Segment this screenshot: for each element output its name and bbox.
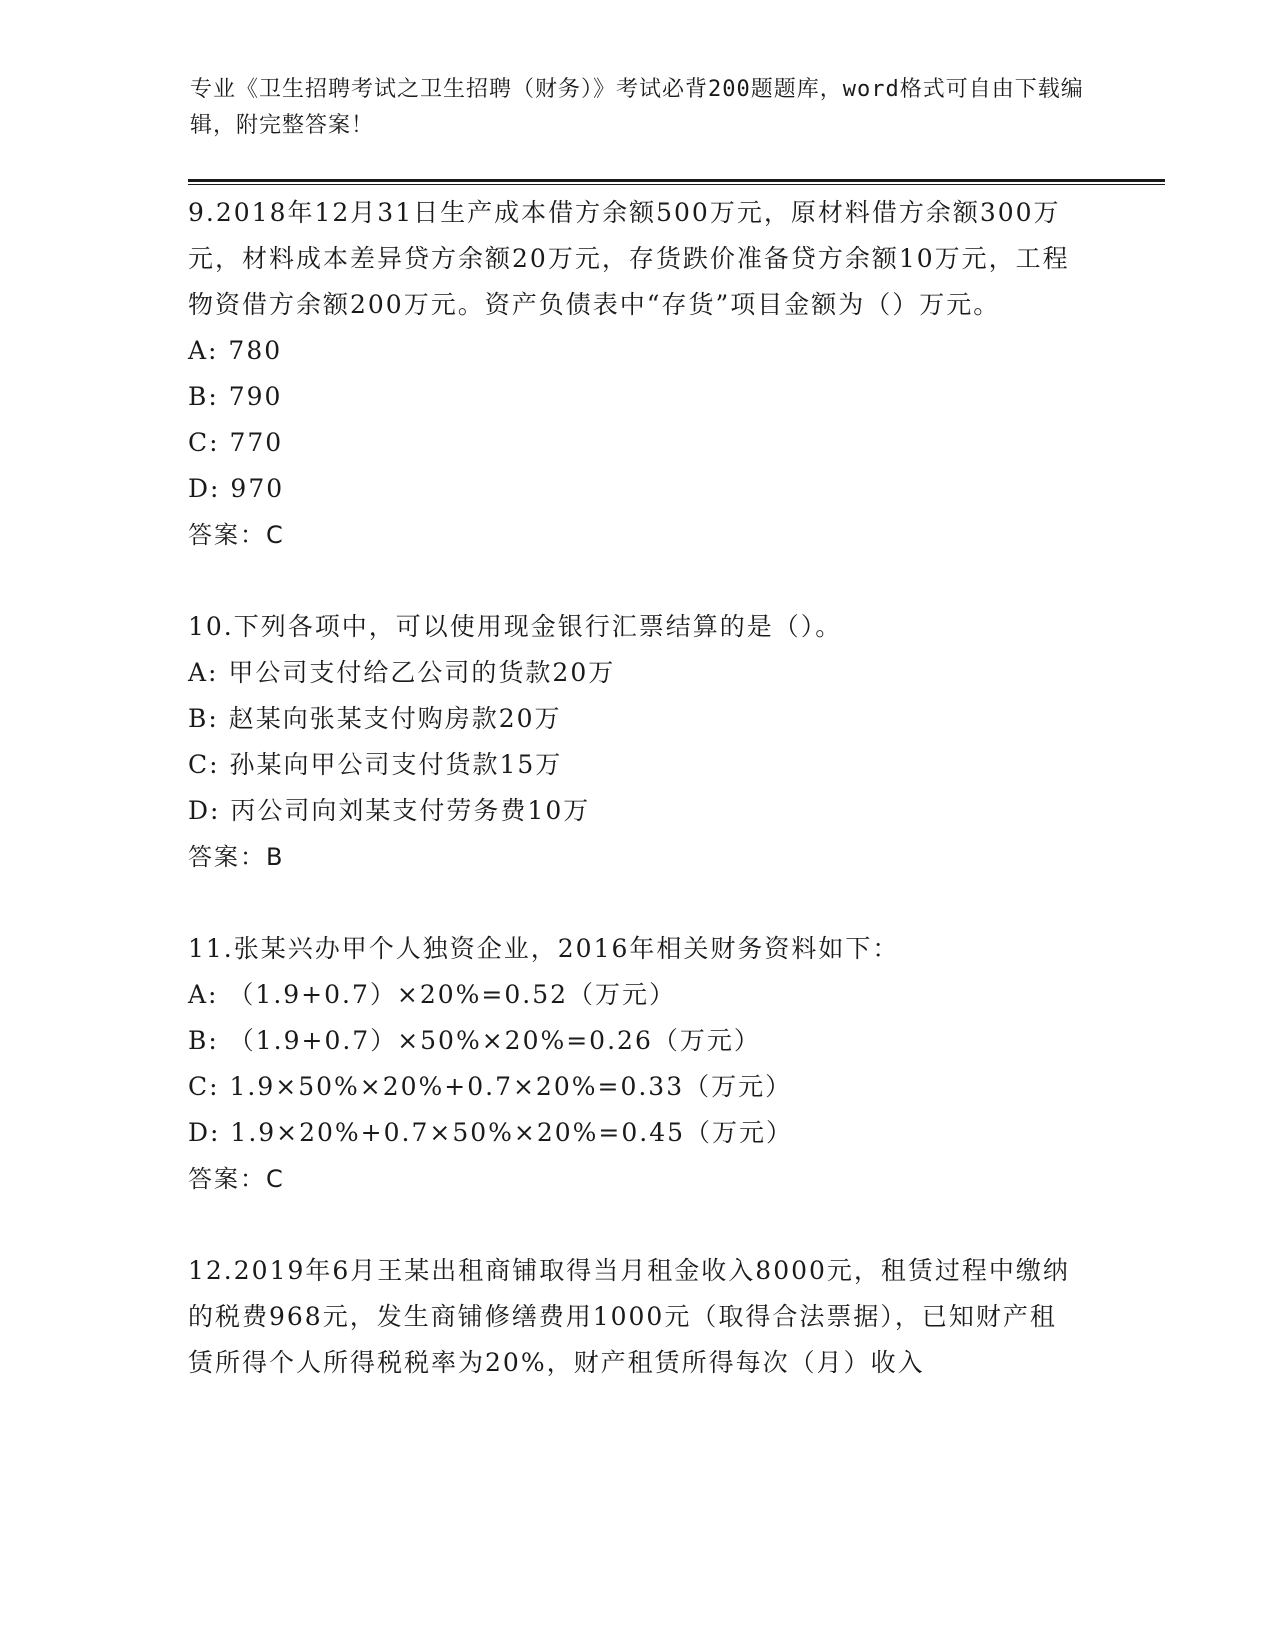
- option-b: B: 790: [188, 382, 283, 411]
- page-header: 专业《卫生招聘考试之卫生招聘（财务）》考试必背200题题库，word格式可自由下载编辑，附完整答案！: [190, 77, 1084, 138]
- answer: 答案：C: [188, 521, 285, 549]
- option-c: C: 1.9×50%×20%+0.7×20%=0.33（万元）: [188, 1072, 793, 1101]
- answer: 答案：B: [188, 843, 285, 871]
- option-c: C: 孙某向甲公司支付货款15万: [188, 750, 563, 779]
- question-stem: 10.下列各项中，可以使用现金银行汇票结算的是（）。: [188, 612, 843, 641]
- header-rule-thick: [188, 179, 1165, 182]
- question-stem: 11.张某兴办甲个人独资企业，2016年相关财务资料如下：: [188, 934, 900, 963]
- option-d: D: 1.9×20%+0.7×50%×20%=0.45（万元）: [188, 1118, 794, 1147]
- question-9: [188, 190, 1088, 558]
- option-a: A: （1.9+0.7）×20%=0.52（万元）: [188, 980, 677, 1009]
- question-stem: 9.2018年12月31日生产成本借方余额500万元，原材料借方余额300万元，材料成本差异贷方余额20万元，存货跌价准备贷方余额10万元，工程物资借方余额200万元。资产负债表中“存货”项目金额为（）万元。: [188, 198, 1070, 319]
- option-a: A: 780: [188, 336, 283, 365]
- option-d: D: 970: [188, 474, 285, 503]
- option-b: B: （1.9+0.7）×50%×20%=0.26（万元）: [188, 1026, 761, 1055]
- option-a: A: 甲公司支付给乙公司的货款20万: [188, 658, 616, 687]
- question-stem: 12.2019年6月王某出租商铺取得当月租金收入8000元，租赁过程中缴纳的税费968元，发生商铺修缮费用1000元（取得合法票据），已知财产租赁所得个人所得税税率为20%，财产租赁所得每次（月）收入: [188, 1256, 1070, 1377]
- answer: 答案：C: [188, 1165, 285, 1193]
- question-11: [188, 926, 1088, 1202]
- option-b: B: 赵某向张某支付购房款20万: [188, 704, 562, 733]
- option-d: D: 丙公司向刘某支付劳务费10万: [188, 796, 591, 825]
- question-list: [188, 190, 1088, 1432]
- question-10: [188, 604, 1088, 880]
- question-12: [188, 1248, 1088, 1386]
- header-rule-thin: [188, 184, 1165, 185]
- option-c: C: 770: [188, 428, 284, 457]
